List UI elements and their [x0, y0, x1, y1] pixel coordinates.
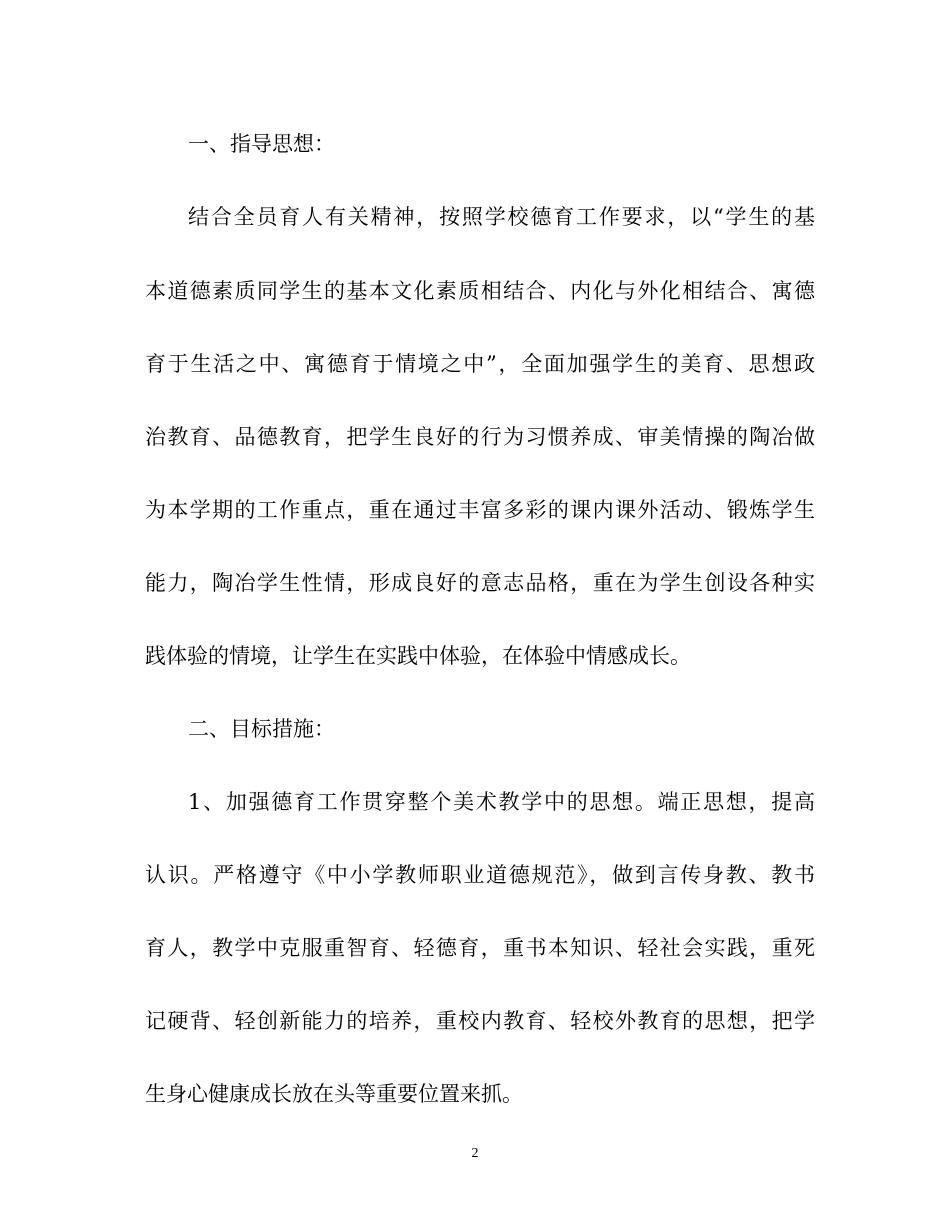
paragraph-line: 能力，陶冶学生性情，形成良好的意志品格，重在为学生创设各种实	[145, 571, 815, 595]
paragraph-line: 治教育、品德教育，把学生良好的行为习惯养成、审美情操的陶冶做	[145, 425, 815, 449]
section-heading-goals-measures: 二、目标措施：	[188, 717, 335, 741]
paragraph-line: 育于生活之中、寓德育于情境之中”，全面加强学生的美育、思想政	[145, 352, 815, 376]
paragraph-line: 践体验的情境，让学生在实践中体验，在体验中情感成长。	[145, 644, 691, 668]
paragraph-line: 记硬背、轻创新能力的培养，重校内教育、轻校外教育的思想，把学	[145, 1009, 815, 1033]
paragraph-line: 育人，教学中克服重智育、轻德育，重书本知识、轻社会实践，重死	[145, 936, 815, 960]
paragraph-line: 认识。严格遵守《中小学教师职业道德规范》，做到言传身教、教书	[145, 863, 815, 887]
paragraph-line: 生身心健康成长放在头等重要位置来抓。	[145, 1082, 523, 1106]
paragraph-line: 1、加强德育工作贯穿整个美术教学中的思想。端正思想，提高	[188, 790, 815, 814]
paragraph-line: 本道德素质同学生的基本文化素质相结合、内化与外化相结合、寓德	[145, 279, 815, 303]
paragraph-line: 结合全员育人有关精神，按照学校德育工作要求，以“学生的基	[188, 205, 815, 229]
section-heading-guiding-ideology: 一、指导思想：	[188, 132, 335, 156]
page-number: 2	[471, 1146, 479, 1161]
paragraph-line: 为本学期的工作重点，重在通过丰富多彩的课内课外活动、锻炼学生	[145, 498, 815, 522]
